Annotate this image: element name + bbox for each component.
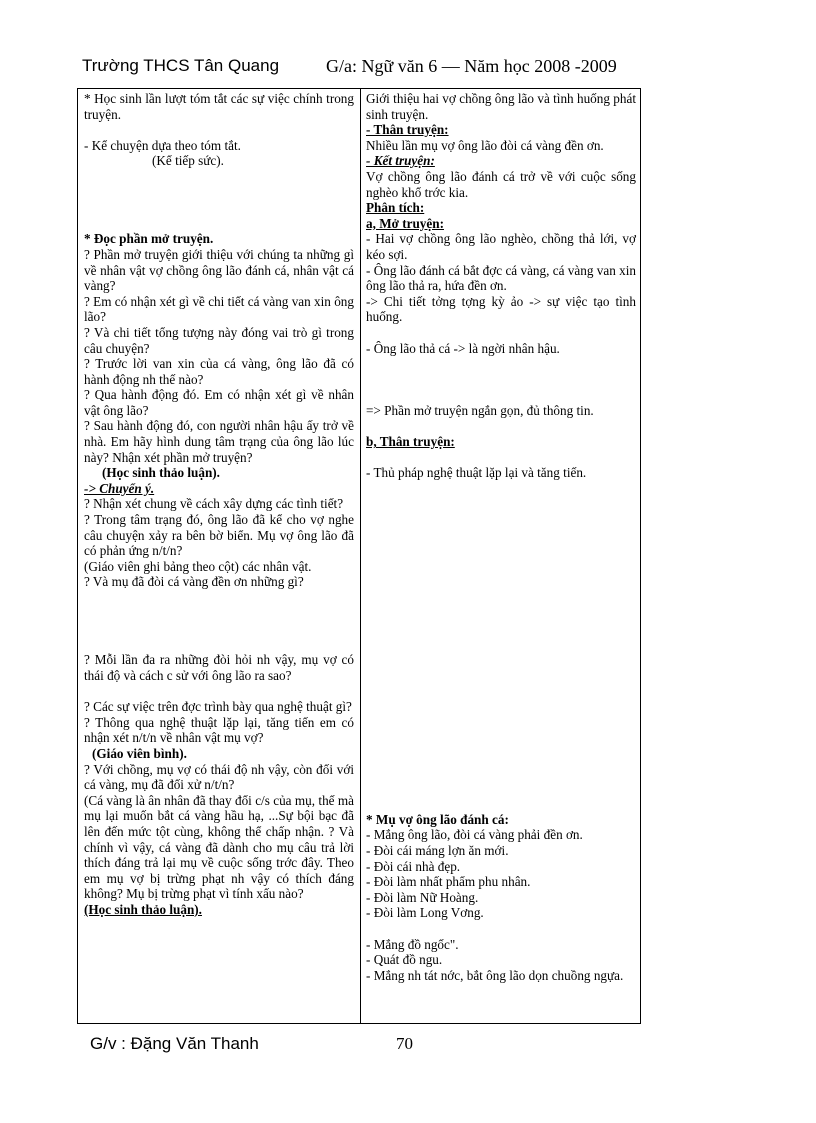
right-line — [366, 418, 636, 434]
left-line — [84, 216, 354, 232]
table-border-left — [77, 89, 78, 1023]
left-line: (Kể tiếp sức). — [152, 153, 224, 169]
left-line: ? Với chồng, mụ vợ có thái độ nh vậy, còn đối với cá vàng, mụ đã đối xử n/t/n? — [84, 761, 354, 793]
left-line: ? Và mụ đã đòi cá vàng đền ơn những gì? — [84, 574, 304, 590]
right-line — [366, 372, 636, 388]
right-line — [366, 450, 636, 466]
left-line — [84, 185, 354, 201]
right-heading: a, Mở truyện: — [366, 215, 444, 231]
right-line: - Hai vợ chồng ông lão nghèo, chồng thả lới, vợ kéo sợi. — [366, 231, 636, 262]
left-line: - Kể chuyện dựa theo tóm tắt. — [84, 137, 241, 153]
left-heading: -> Chuyển ý. — [84, 480, 155, 496]
left-line — [84, 122, 354, 138]
left-line: ? Và chi tiết tổng tượng này đóng vai trò gì trong câu chuyện? — [84, 324, 354, 356]
right-line: - Mắng đồ ngốc". — [366, 936, 459, 952]
left-line: ? Sau hành động đó, con người nhân hậu ấy trở về nhà. Em hãy hình dung tâm trạng của ông lão lúc này? Nhận xét phần mở truyện? — [84, 418, 354, 465]
left-line — [84, 621, 354, 637]
left-line: ? Các sự việc trên đợc trình bày qua nghệ thuật gì? — [84, 699, 352, 715]
school-name: Trường THCS Tân Quang — [82, 56, 280, 75]
page-footer — [90, 1034, 490, 1060]
right-line: - Mắng ông lão, đòi cá vàng phải đền ơn. — [366, 827, 583, 843]
right-line — [366, 325, 636, 341]
left-line — [84, 684, 354, 700]
left-line: ? Em có nhận xét gì về chi tiết cá vàng van xin ông lão? — [84, 293, 354, 325]
activities-column — [84, 91, 354, 917]
teacher-name: G/v : Đặng Văn Thanh — [90, 1034, 259, 1053]
table-column-divider — [360, 89, 361, 1023]
right-heading: b, Thân truyện: — [366, 434, 455, 450]
right-line: - Ông lão đánh cá bắt đợc cá vàng, cá vàng van xin ông lão thả ra, hứa đền ơn. — [366, 262, 636, 294]
left-line: ? Trước lời van xin của cá vàng, ông lão đã có hành động nh thế nào? — [84, 356, 354, 387]
left-line: ? Thông qua nghệ thuật lặp lại, tăng tiến em có nhận xét n/t/n về nhân vật mụ vợ? — [84, 714, 354, 746]
right-heading: Phân tích: — [366, 200, 425, 216]
right-line: Giới thiệu hai vợ chồng ông lão và tình huống phát sinh truyện. — [366, 91, 636, 122]
page-header — [82, 52, 642, 82]
left-line — [84, 590, 354, 606]
left-line: (Giáo viên ghi bảng theo cột) các nhân vật. — [84, 558, 312, 574]
left-line — [84, 637, 354, 653]
right-line: -> Chi tiết tởng tợng kỳ ảo -> sự việc tạo tình huống. — [366, 293, 636, 325]
page-number: 70 — [396, 1034, 413, 1053]
right-heading: * Mụ vợ ông lão đánh cá: — [366, 811, 509, 827]
right-spacer — [366, 481, 636, 812]
right-line: - Đòi cái nhà đẹp. — [366, 858, 461, 874]
right-line: - Đòi làm Long Vơng. — [366, 905, 484, 921]
left-line: ? Mỗi lần đa ra những đòi hỏi nh vậy, mụ vợ có thái độ và cách c sử với ông lão ra sao? — [84, 652, 354, 683]
left-line: ? Phần mở truyện giới thiệu với chúng ta những gì về nhân vật vợ chồng ông lão đánh cá, nhân vật cá vàng? — [84, 246, 354, 294]
left-line — [84, 169, 354, 185]
left-line: * Học sinh lần lượt tóm tắt các sự việc chính trong truyện. — [84, 91, 354, 122]
right-line: Vợ chồng ông lão đánh cá trở về với cuộc sống nghèo khổ trớc kia. — [366, 168, 636, 200]
right-line: - Ông lão thả cá -> là ngời nhân hậu. — [366, 340, 560, 356]
left-heading: * Đọc phần mở truyện. — [84, 231, 214, 247]
right-heading: - Thân truyện: — [366, 122, 449, 138]
right-line — [366, 387, 636, 403]
course-info: G/a: Ngữ văn 6 — Năm học 2008 -2009 — [326, 56, 617, 76]
left-note: (Giáo viên bình). — [92, 745, 187, 761]
left-line — [84, 606, 354, 622]
right-line: => Phần mở truyện ngắn gọn, đủ thông tin. — [366, 402, 594, 418]
left-note: (Học sinh thảo luận). — [102, 465, 220, 481]
table-border-right — [640, 89, 641, 1023]
left-line: ? Qua hành động đó. Em có nhận xét gì về nhân vật ông lão? — [84, 387, 354, 418]
content-column — [366, 91, 636, 983]
right-heading: - Kết truyện: — [366, 153, 435, 169]
right-line: - Quát đồ ngu. — [366, 952, 443, 968]
right-line: - Đòi làm Nữ Hoàng. — [366, 889, 479, 905]
right-line: - Đòi làm nhất phẩm phu nhân. — [366, 874, 531, 890]
right-line — [366, 921, 636, 937]
left-note: (Học sinh thảo luận). — [84, 901, 202, 917]
left-line: ? Nhận xét chung về cách xây dựng các tình tiết? — [84, 496, 344, 512]
left-line: (Cá vàng là ân nhân đã thay đổi c/s của mụ, thế mà mụ lại muốn bắt cá vàng hầu hạ, ...Sự bội bạc đã lên đến mức tột cùng, không thể chấp nhận. ? Và chính vì vậy, cá vàng đã dành cho mụ câu trả lời thích đáng trả lại mụ về cuộc sống trớc đây. Theo em mụ vợ bị trừng phạt nh vậy có thích đáng không? Mụ bị trừng phạt vì tính xấu nào? — [84, 792, 354, 902]
right-line: - Thủ pháp nghệ thuật lặp lại và tăng tiến. — [366, 465, 587, 481]
right-line: - Mắng nh tát nớc, bắt ông lão dọn chuồng ngựa. — [366, 967, 624, 983]
lesson-table — [77, 88, 641, 1024]
right-line: Nhiều lần mụ vợ ông lão đòi cá vàng đền ơn. — [366, 137, 604, 153]
left-line — [84, 200, 354, 216]
right-line — [366, 356, 636, 372]
right-line: - Đòi cái máng lợn ăn mới. — [366, 843, 509, 859]
left-line: ? Trong tâm trạng đó, ông lão đã kể cho vợ nghe câu chuyện xảy ra bên bờ biển. Mụ vợ ông lão đã có phản ứng n/t/n? — [84, 512, 354, 559]
